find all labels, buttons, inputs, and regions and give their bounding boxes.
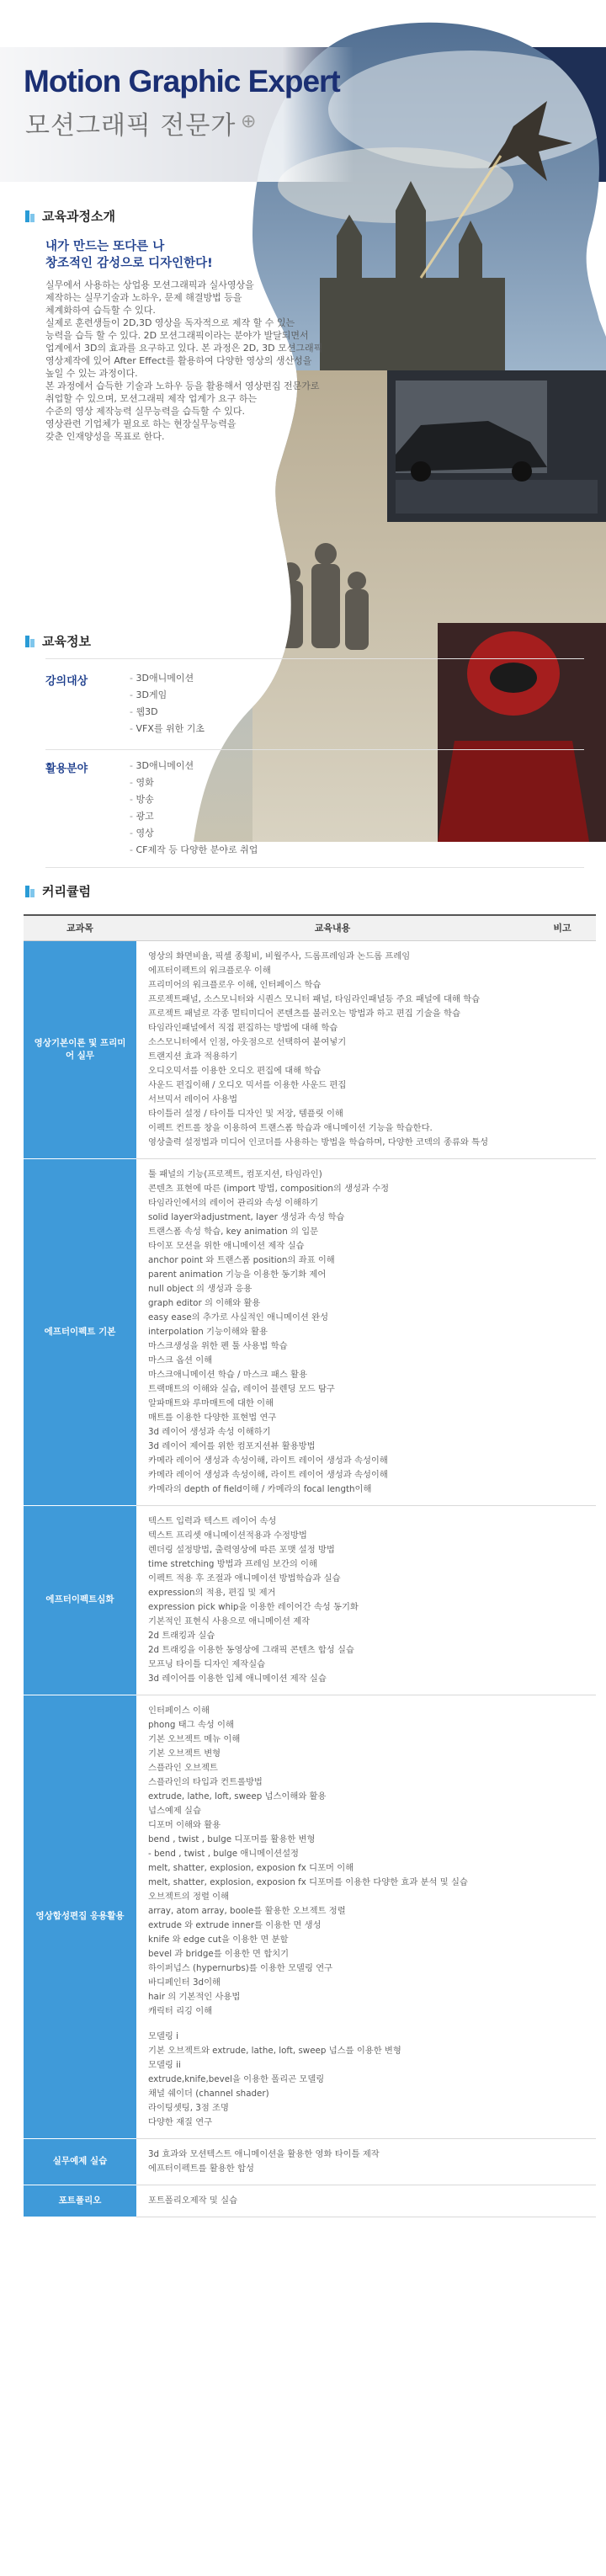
divider (45, 867, 584, 868)
table-row (24, 1158, 596, 1505)
list-item: - 웹3D (130, 704, 205, 721)
list-item: - 3D게임 (130, 687, 205, 704)
content-line: phong 태그 속성 이해 (148, 1719, 234, 1730)
curriculum-table (24, 914, 596, 2217)
section-title-info (25, 632, 91, 650)
intro-description (45, 279, 328, 443)
content-line: extrude 와 extrude inner를 이용한 면 생성 (148, 1919, 322, 1930)
hero-title-english: Motion Graphic Expert (24, 64, 340, 98)
table-row (24, 2185, 596, 2217)
content-line: 텍스트 입력과 텍스트 레이어 속성 (148, 1515, 277, 1526)
content-line: 기본적인 표현식 사용으로 애니메이션 제작 (148, 1615, 311, 1626)
content-line: 캐릭터 리깅 이해 (148, 2005, 213, 2016)
content-line: 타이포 모션을 위한 애니메이션 제작 실습 (148, 1240, 305, 1251)
table-row (24, 1505, 596, 1695)
note-cell (529, 2138, 596, 2185)
content-line: 채널 쉐이더 (channel shader) (148, 2088, 269, 2099)
table-header-row (24, 915, 596, 940)
content-line: 소스모니터에서 인점, 아웃점으로 선택하여 붙여넣기 (148, 1036, 347, 1047)
content-line: extrude,knife,bevel을 이용한 폴리곤 모델링 (148, 2073, 325, 2084)
content-line: 트랜지션 효과 적용하기 (148, 1051, 238, 1062)
content-line: 타임라인에서의 레이어 관리와 속성 이해하기 (148, 1197, 319, 1208)
content-line: easy ease의 추가로 사실적인 애니메이션 완성 (148, 1312, 329, 1323)
intro-line: 높일 수 있는 과정이다. (45, 368, 138, 379)
content-line: 오디오믹서를 이용한 오디오 편집에 대해 학습 (148, 1065, 322, 1076)
content-line: solid layer와adjustment, layer 생성과 속성 학습 (148, 1211, 345, 1222)
content-line: 모델링 ii (148, 2059, 181, 2070)
content-line: interpolation 기능이해와 활용 (148, 1326, 268, 1337)
info-target-list (130, 670, 205, 737)
content-line: 2d 트래킹을 이용한 동영상에 그래픽 콘텐츠 합성 실습 (148, 1644, 354, 1655)
content-line: 인터페이스 이해 (148, 1705, 210, 1716)
subject-cell: 영상합성편집 응용활용 (24, 1695, 136, 2138)
content-line: 영상출력 설정법과 미디어 인코더를 사용하는 방법을 학습하며, 다양한 코덱의 종류와 특성 (148, 1136, 489, 1147)
content-line: 카메라 레이어 생성과 속성이해, 라이트 레이어 생성과 속성이해 (148, 1469, 388, 1480)
content-line: 3d 레이어를 이용한 입체 애니메이션 제작 실습 (148, 1673, 327, 1684)
content-line: array, atom array, boole를 활용한 오브젝트 정렬 (148, 1905, 346, 1916)
content-line: knife 와 edge cut을 이용한 면 분할 (148, 1934, 289, 1945)
content-line: melt, shatter, explosion, exposion fx 디포머 이해 (148, 1862, 354, 1873)
content-line: 이펙트 컨트롤 창을 이용하여 트랜스폼 학습과 애니메이션 기능을 학습한다. (148, 1122, 433, 1133)
subject-cell: 포트폴리오 (24, 2185, 136, 2217)
note-cell (529, 1505, 596, 1695)
intro-line: 수준의 영상 제작능력 실무능력을 습득할 수 있다. (45, 406, 245, 417)
content-line: - bend , twist , bulge 애니메이션설정 (148, 1848, 299, 1859)
info-field (45, 759, 584, 860)
content-line: bevel 과 bridge를 이용한 면 합치기 (148, 1948, 290, 1959)
section-title-label: 교육과정소개 (42, 209, 115, 224)
content-cell (136, 2185, 529, 2217)
content-line: parent animation 기능을 이용한 동기화 제어 (148, 1269, 327, 1280)
list-item: - 3D애니메이션 (130, 758, 258, 774)
intro-line: 영상제작에 있어 After Effect를 활용하여 다양한 영상의 생산성을 (45, 355, 312, 366)
content-line: 포트폴리오제작 및 실습 (148, 2195, 238, 2206)
intro-line: 실무에서 사용하는 상업용 모션그래픽과 실사영상을 (45, 279, 254, 290)
intro-line: 실제로 훈련생들이 2D,3D 영상을 독자적으로 제작 할 수 있는 (45, 317, 295, 328)
content-line: 타이틀러 설정 / 타이틀 디자인 및 저장, 템플릿 이해 (148, 1108, 343, 1119)
content-line: 마스크생성을 위한 펜 툴 사용법 학습 (148, 1340, 288, 1351)
content-line: 기본 오브젝트 메뉴 이해 (148, 1733, 241, 1744)
list-item: - 광고 (130, 808, 258, 825)
content-line: null object 의 생성과 응용 (148, 1283, 252, 1294)
content-line: 마스크 옵션 이해 (148, 1355, 213, 1365)
content-line: 이펙트 적용 후 조절과 애니메이션 방법학습과 실습 (148, 1573, 341, 1583)
content-line: 알파매트와 루마매트에 대한 이해 (148, 1397, 274, 1408)
content-line: 콘텐츠 표현에 따른 (import 방법, composition의 생성과 수정 (148, 1183, 390, 1194)
intro-headline-line: 창조적인 감성으로 디자인한다! (45, 257, 213, 270)
header-note: 비고 (529, 915, 596, 940)
content-line: 라이팅셋팅, 3점 조명 (148, 2102, 229, 2113)
content-line: bend , twist , bulge 디포머를 활용한 변형 (148, 1834, 316, 1844)
gamepad-icon: ⊕ (241, 111, 257, 132)
content-line: 에프터이펙트를 활용한 합성 (148, 2163, 254, 2174)
hero-title-korean: 모션그래픽 전문가 (25, 111, 237, 141)
table-row (24, 1695, 596, 2138)
content-line: 3d 효과와 모션텍스트 애니메이션을 활용한 영화 타이틀 제작 (148, 2148, 380, 2159)
content-line: 트랜스폼 속성 학습, key animation 의 입문 (148, 1226, 319, 1237)
content-line: melt, shatter, explosion, exposion fx 디포머를 이용한 다양한 효과 분석 및 실습 (148, 1876, 468, 1887)
list-item: - VFX를 위한 기초 (130, 721, 205, 737)
content-line: 모프닝 타이틀 디자인 제작실습 (148, 1658, 266, 1669)
content-line: expression의 적용, 편집 및 제거 (148, 1587, 276, 1598)
content-line: 프로젝트 패널로 각종 멀티미디어 콘텐츠를 불러오는 방법과 하고 편집 기술을 학습 (148, 1008, 460, 1019)
list-item: - 3D애니메이션 (130, 670, 205, 687)
intro-line: 취업할 수 있으며, 모션그래픽 제작 업계가 요구 하는 (45, 393, 258, 404)
section-title-intro (25, 207, 115, 225)
content-line: 툴 패널의 기능(프로젝트, 컴포지션, 타임라인) (148, 1168, 322, 1179)
note-cell (529, 1695, 596, 2138)
content-line (148, 2019, 517, 2030)
content-line: 3d 레이어 생성과 속성 이해하기 (148, 1426, 271, 1437)
intro-line: 갖춘 인재양성을 목표로 한다. (45, 431, 165, 442)
content-line: time stretching 방법과 프레임 보간의 이해 (148, 1558, 317, 1569)
content-line: hair 의 기본적인 사용법 (148, 1991, 241, 2002)
subject-cell: 에프터이펙트심화 (24, 1505, 136, 1695)
section-bullet-icon (25, 636, 35, 647)
section-bullet-icon (25, 886, 35, 897)
content-line: 모델링 i (148, 2030, 178, 2041)
list-item: - 영화 (130, 774, 258, 791)
content-line: expression pick whip을 이용한 레이어간 속성 동기화 (148, 1601, 359, 1612)
content-line: 에프터이펙트의 워크플로우 이해 (148, 965, 271, 976)
content-line: 하이퍼넙스 (hypernurbs)를 이용한 모델링 연구 (148, 1962, 333, 1973)
content-line: 디포머 이해와 활용 (148, 1819, 221, 1830)
subject-cell: 에프터이펙트 기본 (24, 1158, 136, 1505)
content-line: 오브젝트의 정렬 이해 (148, 1891, 230, 1902)
section-title-curriculum (25, 882, 91, 900)
content-line: 다양한 재질 연구 (148, 2116, 213, 2127)
table-row (24, 940, 596, 1158)
note-cell (529, 1158, 596, 1505)
content-line: 스플라인의 타입과 컨트롤방법 (148, 1776, 263, 1787)
list-item: - CF제작 등 다양한 분야로 취업 (130, 842, 258, 859)
content-line: 트랙매트의 이해와 실습, 레이어 블렌딩 모드 탐구 (148, 1383, 335, 1394)
content-line: 타임라인패널에서 직접 편집하는 방법에 대해 학습 (148, 1022, 338, 1033)
content-line: 영상의 화면비율, 픽셀 종횡비, 비월주사, 드롭프레임과 논드롭 프레임 (148, 950, 411, 961)
subject-cell: 실무예제 실습 (24, 2138, 136, 2185)
curriculum-body (24, 940, 596, 2217)
content-line: 기본 오브젝트와 extrude, lathe, loft, sweep 넙스를 이용한 변형 (148, 2045, 401, 2056)
info-field-label: 활용분야 (45, 763, 88, 775)
subject-cell: 영상기본이론 및 프리미어 실무 (24, 940, 136, 1158)
intro-line: 능력을 습득 할 수 있다. 2D 모션그래픽이라는 분야가 발달되면서 (45, 330, 309, 341)
content-line: 마스크애니메이션 학습 / 마스크 패스 활용 (148, 1369, 307, 1380)
content-cell (136, 1505, 529, 1695)
content-cell (136, 2138, 529, 2185)
list-item: - 영상 (130, 825, 258, 842)
content-line: 2d 트래킹과 실습 (148, 1630, 215, 1641)
intro-line: 영상관련 기업체가 필요로 하는 현장실무능력을 (45, 418, 237, 429)
content-line: 카메라의 depth of field이해 / 카메라의 focal length이해 (148, 1483, 372, 1494)
content-cell (136, 1158, 529, 1505)
section-title-label: 교육정보 (42, 634, 91, 649)
list-item: - 방송 (130, 791, 258, 808)
content-line: graph editor 의 이해와 활용 (148, 1297, 261, 1308)
content-line: 텍스트 프리셋 애니메이션적용과 수정방법 (148, 1530, 307, 1541)
content-line: 프로젝트패널, 소스모니터와 시퀀스 모니터 패널, 타임라인패널등 주요 패널에 대해 학습 (148, 993, 481, 1004)
content-cell (136, 1695, 529, 2138)
content-line: 사운드 편집이해 / 오디오 믹서를 이용한 사운드 편집 (148, 1079, 347, 1090)
header-subject: 교과목 (24, 915, 136, 940)
info-field-list (130, 758, 258, 859)
header-content: 교육내용 (136, 915, 529, 940)
intro-line: 본 과정에서 습득한 기술과 노하우 등을 활용해서 영상편집 전문가로 (45, 381, 320, 391)
content-line: extrude, lathe, loft, sweep 넙스이해와 활용 (148, 1791, 327, 1802)
table-row (24, 2138, 596, 2185)
divider (45, 658, 584, 659)
content-line: 기본 오브젝트 변형 (148, 1748, 221, 1759)
content-line: 매트를 이용한 다양한 표현법 연구 (148, 1412, 277, 1423)
info-target (45, 672, 584, 739)
intro-headline-line: 내가 만드는 또다른 나 (45, 240, 165, 253)
section-bullet-icon (25, 210, 35, 222)
content-line: 프리미어의 워크플로우 이해, 인터페이스 학습 (148, 979, 322, 990)
intro-headline (45, 238, 213, 272)
info-target-label: 강의대상 (45, 675, 88, 688)
divider (45, 749, 584, 750)
note-cell (529, 2185, 596, 2217)
content-cell (136, 940, 529, 1158)
content-line: 카메라 레이어 생성과 속성이해, 라이트 레이어 생성과 속성이해 (148, 1455, 388, 1466)
intro-line: 체계화하여 습득할 수 있다. (45, 305, 156, 316)
intro-line: 업계에서 3D의 효과를 요구하고 있다. 본 과정은 2D, 3D 모션그래픽 (45, 343, 323, 354)
content-line: 렌더링 설정방법, 출력영상에 따른 포맷 설정 방법 (148, 1544, 335, 1555)
section-title-label: 커리큘럼 (42, 884, 91, 899)
content-line: 서브믹서 레이어 사용법 (148, 1094, 238, 1104)
content-line: anchor point 와 트랜스폼 position의 좌표 이해 (148, 1254, 335, 1265)
content-line: 바디페인터 3d이해 (148, 1977, 221, 1988)
content-line: 스플라인 오브젝트 (148, 1762, 218, 1773)
note-cell (529, 940, 596, 1158)
intro-line: 제작하는 실무기술과 노하우, 문제 해결방법 등을 (45, 292, 242, 303)
content-line: 3d 레이어 제어를 위한 컴포지션뷰 활용방법 (148, 1440, 316, 1451)
content-line: 넙스예제 실습 (148, 1805, 201, 1816)
